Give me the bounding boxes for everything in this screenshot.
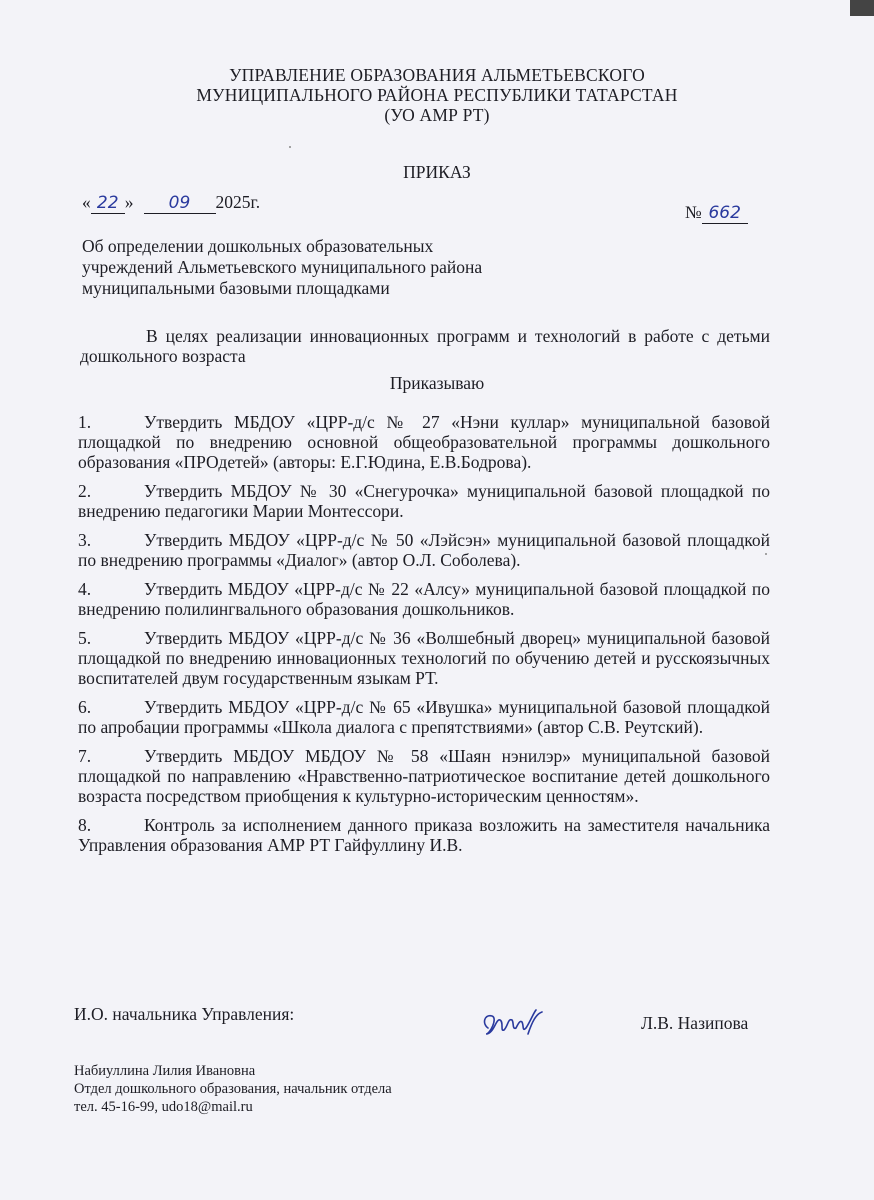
contact-department: Отдел дошкольного образования, начальник отдела bbox=[74, 1081, 392, 1097]
date-open-quote: « bbox=[82, 192, 91, 212]
date-day-handwritten: 22 bbox=[91, 193, 125, 214]
item-number: 2. bbox=[78, 481, 92, 501]
number-value-handwritten: 662 bbox=[702, 203, 748, 224]
order-item bbox=[78, 746, 770, 806]
org-line-3: (УО АМР РТ) bbox=[384, 105, 490, 125]
order-item bbox=[78, 530, 770, 570]
scan-speck bbox=[289, 146, 291, 148]
contact-person: Набиуллина Лилия Ивановна bbox=[74, 1063, 256, 1079]
signatory-position: И.О. начальника Управления: bbox=[74, 1004, 295, 1024]
signatory-name: Л.В. Назипова bbox=[641, 1013, 749, 1033]
item-text: Контроль за исполнением данного приказа возложить на заместителя начальника Управления образования АМР РТ Гайфуллину И.В. bbox=[78, 815, 770, 855]
org-line-1: УПРАВЛЕНИЕ ОБРАЗОВАНИЯ АЛЬМЕТЬЕВСКОГО bbox=[229, 65, 645, 85]
scan-corner bbox=[850, 0, 874, 16]
order-subject bbox=[82, 236, 582, 299]
item-text: Утвердить МБДОУ «ЦРР-д/с № 27 «Нэни куллар» муниципальной базовой площадкой по внедрению основной общеобразовательной программы дошкольного образования «ПРОдетей» (авторы: Е.Г.Юдина, Е.В.Бодрова). bbox=[78, 412, 770, 472]
order-date bbox=[82, 192, 260, 214]
item-number: 3. bbox=[78, 530, 92, 550]
order-items bbox=[78, 412, 770, 864]
date-year: 2025г. bbox=[215, 192, 261, 212]
item-number: 4. bbox=[78, 579, 92, 599]
item-text: Утвердить МБДОУ «ЦРР-д/с № 22 «Алсу» муниципальной базовой площадкой по внедрению полилингвального образования дошкольников. bbox=[78, 579, 770, 619]
item-text: Утвердить МБДОУ «ЦРР-д/с № 36 «Волшебный дворец» муниципальной базовой площадкой по внедрению инновационных технологий по обучению детей и русскоязычных воспитателей двум государственным языкам РТ. bbox=[78, 628, 770, 688]
order-item bbox=[78, 579, 770, 619]
item-number: 5. bbox=[78, 628, 92, 648]
order-item bbox=[78, 628, 770, 688]
order-item bbox=[78, 815, 770, 855]
decree-word: Приказываю bbox=[389, 373, 485, 393]
organization-header bbox=[0, 65, 874, 125]
subject-line-2: учреждений Альметьевского муниципального района bbox=[82, 257, 483, 277]
order-item bbox=[78, 697, 770, 737]
org-line-2: МУНИЦИПАЛЬНОГО РАЙОНА РЕСПУБЛИКИ ТАТАРСТАН bbox=[196, 85, 678, 105]
item-text: Утвердить МБДОУ № 30 «Снегурочка» муниципальной базовой площадкой по внедрению педагогики Марии Монтессори. bbox=[78, 481, 770, 521]
item-text: Утвердить МБДОУ МБДОУ № 58 «Шаян нэнилэр» муниципальной базовой площадкой по направлению «Нравственно-патриотическое воспитание детей дошкольного возраста посредством приобщения к культурно-историческим ценностям». bbox=[78, 746, 770, 806]
order-item bbox=[78, 481, 770, 521]
executor-contact bbox=[74, 1062, 392, 1116]
preamble: В целях реализации инновационных программ и технологий в работе с детьми дошкольного возраста bbox=[80, 326, 770, 366]
handwritten-signature bbox=[478, 1004, 548, 1044]
item-text: Утвердить МБДОУ «ЦРР-д/с № 50 «Лэйсэн» муниципальной базовой площадкой по внедрению программы «Диалог» (автор О.Л. Соболева). bbox=[78, 530, 770, 570]
item-number: 8. bbox=[78, 815, 92, 835]
subject-line-1: Об определении дошкольных образовательных bbox=[82, 236, 434, 256]
item-number: 7. bbox=[78, 746, 92, 766]
date-close-quote: » bbox=[124, 192, 134, 212]
document-type: ПРИКАЗ bbox=[403, 162, 471, 182]
contact-phone-email: тел. 45-16-99, udo18@mail.ru bbox=[74, 1099, 253, 1115]
number-label: № bbox=[685, 202, 702, 222]
item-text: Утвердить МБДОУ «ЦРР-д/с № 65 «Ивушка» муниципальной базовой площадкой по апробации программы «Школа диалога с препятствиями» (автор С.В. Реутский). bbox=[78, 697, 770, 737]
order-item bbox=[78, 412, 770, 472]
subject-line-3: муниципальными базовыми площадками bbox=[82, 278, 390, 298]
order-number bbox=[685, 202, 748, 224]
date-month-handwritten: 09 bbox=[144, 193, 216, 214]
item-number: 6. bbox=[78, 697, 92, 717]
item-number: 1. bbox=[78, 412, 92, 432]
